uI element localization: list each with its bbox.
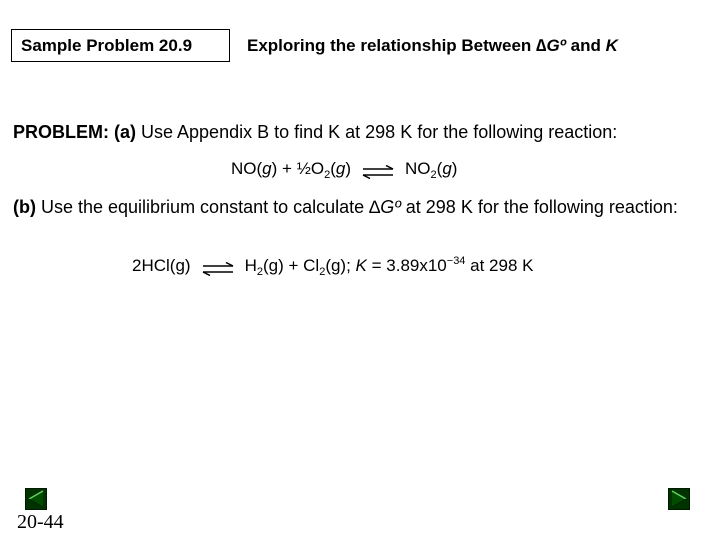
previous-slide-button[interactable]	[25, 488, 47, 510]
eq-a-reactant-1: NO(	[231, 159, 263, 178]
eq-b-subscript-2: 2	[319, 266, 326, 278]
equilibrium-arrow-icon	[201, 262, 235, 276]
equilibrium-arrow-icon	[361, 165, 395, 179]
eq-b-product-1: H	[244, 256, 257, 275]
eq-b-reactant: 2HCl(g)	[132, 256, 191, 275]
slide-title: Sample Problem 20.9	[21, 36, 193, 55]
eq-a-subscript-1: 2	[324, 169, 331, 181]
eq-a-product: NO	[405, 159, 431, 178]
eq-b-k-exponent: −34	[446, 255, 466, 267]
eq-a-state-3: g	[442, 159, 452, 178]
part-a-text: Use Appendix B to find K at 298 K for the following reaction:	[136, 122, 618, 142]
subtitle-text: Exploring the relationship Between	[247, 36, 537, 55]
eq-b-subscript-1: 2	[256, 266, 263, 278]
part-b-label: (b)	[13, 197, 36, 217]
eq-a-paren-3: (	[436, 159, 443, 178]
gibbs-symbol-b: Gº	[380, 197, 401, 217]
eq-a-subscript-2: 2	[430, 169, 437, 181]
eq-b-separator: (g);	[325, 256, 356, 275]
part-b-text-2: at 298 K for the following reaction:	[400, 197, 678, 217]
triangle-left-icon	[25, 488, 47, 510]
subtitle-and: and	[565, 36, 606, 55]
eq-b-product-2: (g) + Cl	[262, 256, 320, 275]
eq-b-k-value: = 3.89x10	[366, 256, 447, 275]
equation-a	[231, 159, 457, 181]
part-a-label: (a)	[114, 122, 137, 142]
eq-a-plus: ) +	[271, 159, 297, 178]
problem-label: PROBLEM:	[13, 122, 109, 142]
eq-b-k-symbol: K	[355, 256, 367, 275]
slide-subtitle	[247, 36, 618, 56]
page-number: 20-44	[17, 511, 64, 533]
eq-a-reactant-2: ½O	[296, 159, 325, 178]
equation-b	[132, 255, 534, 278]
eq-a-state-1: g	[262, 159, 272, 178]
eq-a-state-2: g	[335, 159, 346, 178]
eq-a-close-2: )	[345, 159, 352, 178]
gibbs-symbol: Gº	[546, 36, 566, 55]
delta-symbol: ∆	[536, 36, 547, 55]
eq-a-paren-2: (	[330, 159, 336, 178]
part-b-text-1: Use the equilibrium constant to calculate	[35, 197, 370, 217]
problem-part-a	[13, 122, 617, 143]
eq-a-close-3: )	[451, 159, 458, 178]
k-symbol: K	[605, 36, 618, 55]
eq-b-temperature: at 298 K	[465, 256, 534, 275]
problem-part-b	[13, 195, 708, 219]
delta-symbol-b: ∆	[369, 197, 381, 217]
triangle-right-icon	[668, 488, 690, 510]
next-slide-button[interactable]	[668, 488, 690, 510]
